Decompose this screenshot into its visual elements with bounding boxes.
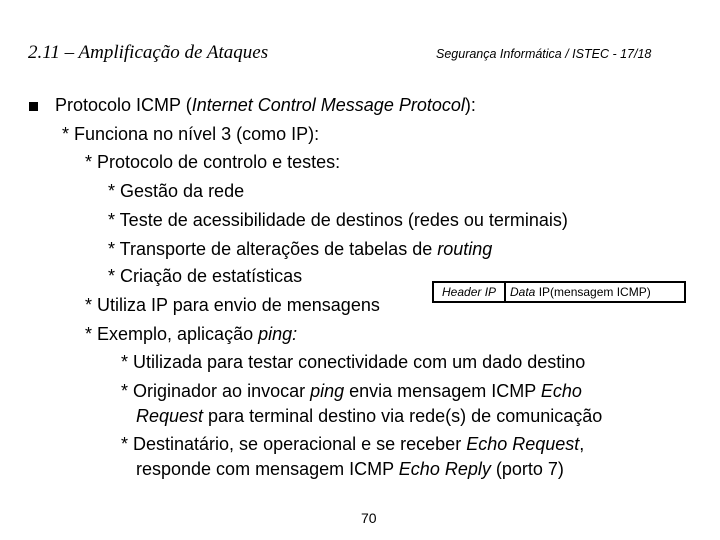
- packet-header-ip: Header IP: [434, 283, 506, 301]
- line-reachability-test: * Teste de acessibilidade de destinos (redes ou terminais): [108, 210, 568, 230]
- line-statistics: * Criação de estatísticas: [108, 266, 303, 286]
- line-level3: * Funciona no nível 3 (como IP):: [62, 124, 320, 144]
- line-icmp-protocol: Protocolo ICMP (Internet Control Message Protocol):: [55, 95, 476, 115]
- square-bullet-icon: [29, 102, 38, 111]
- page-number: 70: [361, 510, 377, 526]
- line-destination: * Destinatário, se operacional e se receber Echo Request,: [121, 434, 585, 454]
- line-network-management: * Gestão da rede: [108, 181, 245, 201]
- line-control-protocol: * Protocolo de controlo e testes:: [85, 152, 341, 172]
- line-echo-reply: responde com mensagem ICMP Echo Reply (porto 7): [136, 459, 564, 479]
- slide-header-title: 2.11 – Amplificação de Ataques: [28, 42, 269, 63]
- line-connectivity: * Utilizada para testar conectividade com um dado destino: [121, 352, 586, 372]
- packet-diagram: [432, 281, 686, 303]
- line-ping-example: * Exemplo, aplicação ping:: [85, 324, 298, 344]
- line-routing-tables: * Transporte de alterações de tabelas de routing: [108, 239, 493, 259]
- line-echo-request: Request para terminal destino via rede(s) de comunicação: [136, 406, 603, 426]
- line-uses-ip: * Utiliza IP para envio de mensagens: [85, 295, 380, 315]
- slide-header-course: Segurança Informática / ISTEC - 17/18: [436, 47, 652, 61]
- line-originator: * Originador ao invocar ping envia mensagem ICMP Echo: [121, 381, 582, 401]
- packet-data-ip: Data IP(mensagem ICMP): [510, 285, 651, 299]
